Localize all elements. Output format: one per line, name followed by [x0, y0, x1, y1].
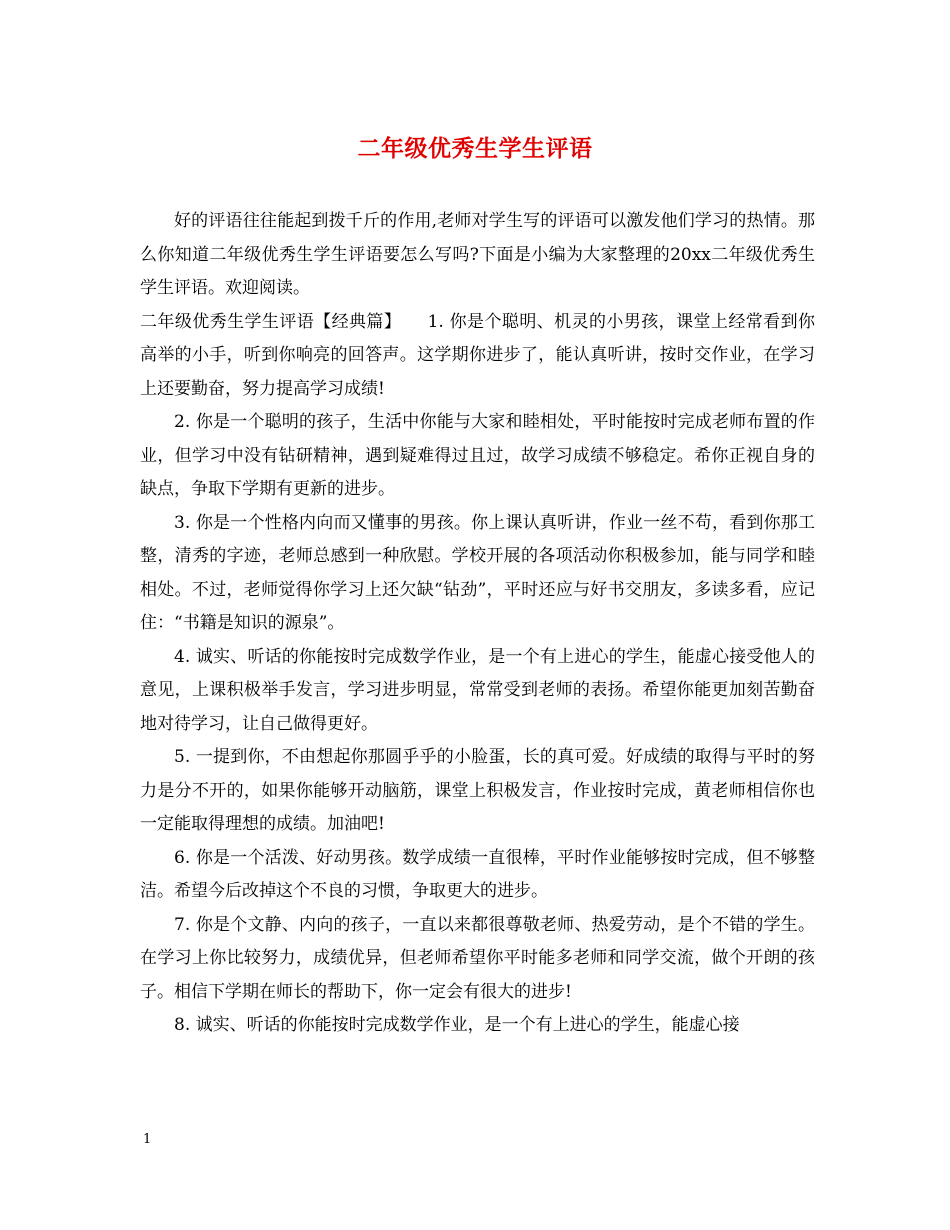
- comment-paragraph-5: 5. 一提到你，不由想起你那圆乎乎的小脸蛋，长的真可爱。好成绩的取得与平时的努力是分不开的，如果你能够开动脑筋，课堂上积极发言，作业按时完成，黄老师相信你也一定能取得理想的成绩。加油吧!: [140, 747, 815, 834]
- section-heading-paragraph: 二年级优秀生学生评语【经典篇】 1. 你是个聪明、机灵的小男孩，课堂上经常看到你高举的小手，听到你响亮的回答声。这学期你进步了，能认真听讲，按时交作业，在学习上还要勤奋，努力提高学习成绩!: [140, 311, 815, 399]
- comment-paragraph-7: 7. 你是个文静、内向的孩子，一直以来都很尊敬老师、热爱劳动，是个不错的学生。在学习上你比较努力，成绩优异，但老师希望你平时能多老师和同学交流，做个开朗的孩子。相信下学期在师长的帮助下，你一定会有很大的进步!: [140, 914, 815, 1002]
- comment-paragraph-2: 2. 你是一个聪明的孩子，生活中你能与大家和睦相处，平时能按时完成老师布置的作业，但学习中没有钻研精神，遇到疑难得过且过，故学习成绩不够稳定。希你正视自身的缺点，争取下学期有更新的进步。: [140, 412, 815, 499]
- comment-paragraph-3: 3. 你是一个性格内向而又懂事的男孩。你上课认真听讲，作业一丝不苟，看到你那工整，清秀的字迹，老师总感到一种欣慰。学校开展的各项活动你积极参加，能与同学和睦相处。不过，老师觉得你学习上还欠缺“钻劲”，平时还应与好书交朋友，多读多看，应记住：“书籍是知识的源泉”。: [140, 512, 815, 633]
- intro-paragraph: 好的评语往往能起到拨千斤的作用,老师对学生写的评语可以激发他们学习的热情。那么你知道二年级优秀生学生评语要怎么写吗?下面是小编为大家整理的20xx二年级优秀生学生评语。欢迎阅读。: [140, 211, 815, 298]
- comment-paragraph-8: 8. 诚实、听话的你能按时完成数学作业，是一个有上进心的学生，能虚心接: [174, 1015, 740, 1035]
- comment-paragraph-4: 4. 诚实、听话的你能按时完成数学作业，是一个有上进心的学生，能虚心接受他人的意见，上课积极举手发言，学习进步明显，常常受到老师的表扬。希望你能更加刻苦勤奋地对待学习，让自己做得更好。: [140, 646, 815, 734]
- document-body: [140, 205, 815, 1043]
- comment-paragraph-6: 6. 你是一个活泼、好动男孩。数学成绩一直很棒，平时作业能够按时完成，但不够整洁。希望今后改掉这个不良的习惯，争取更大的进步。: [140, 847, 815, 901]
- page-number: 1: [143, 1132, 152, 1147]
- document-title: 二年级优秀生学生评语: [357, 135, 593, 162]
